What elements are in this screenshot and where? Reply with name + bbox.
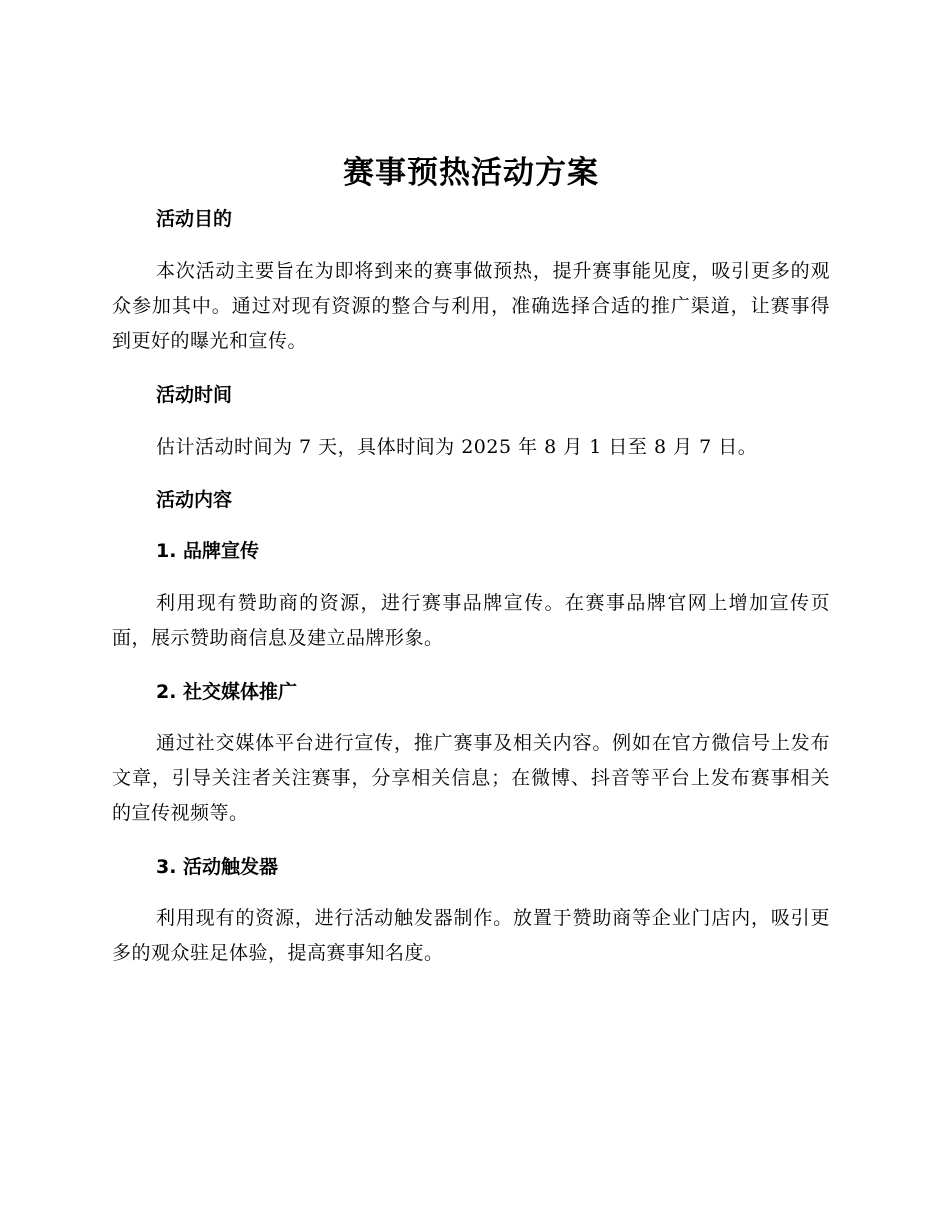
section-heading-purpose: 活动目的 [156,208,233,230]
section-heading-time: 活动时间 [156,384,233,406]
subsection-heading-brand: 1. 品牌宣传 [156,540,260,562]
subsection-heading-social: 2. 社交媒体推广 [156,681,298,703]
section-heading-content: 活动内容 [156,489,233,511]
paragraph-purpose: 本次活动主要旨在为即将到来的赛事做预热，提升赛事能见度，吸引更多的观众参加其中。通过对现有资源的整合与利用，准确选择合适的推广渠道，让赛事得到更好的曝光和宣传。 [112,260,830,352]
document-title: 赛事预热活动方案 [343,155,599,191]
paragraph-brand: 利用现有赞助商的资源，进行赛事品牌宣传。在赛事品牌官网上增加宣传页面，展示赞助商信息及建立品牌形象。 [112,592,830,649]
subsection-heading-trigger: 3. 活动触发器 [156,856,279,878]
paragraph-time: 估计活动时间为 7 天，具体时间为 2025 年 8 月 1 日至 8 月 7 日。 [156,436,758,458]
document-body [112,148,830,971]
paragraph-social: 通过社交媒体平台进行宣传，推广赛事及相关内容。例如在官方微信号上发布文章，引导关注者关注赛事，分享相关信息；在微博、抖音等平台上发布赛事相关的宣传视频等。 [112,732,830,824]
paragraph-trigger: 利用现有的资源，进行活动触发器制作。放置于赞助商等企业门店内，吸引更多的观众驻足体验，提高赛事知名度。 [112,907,830,964]
